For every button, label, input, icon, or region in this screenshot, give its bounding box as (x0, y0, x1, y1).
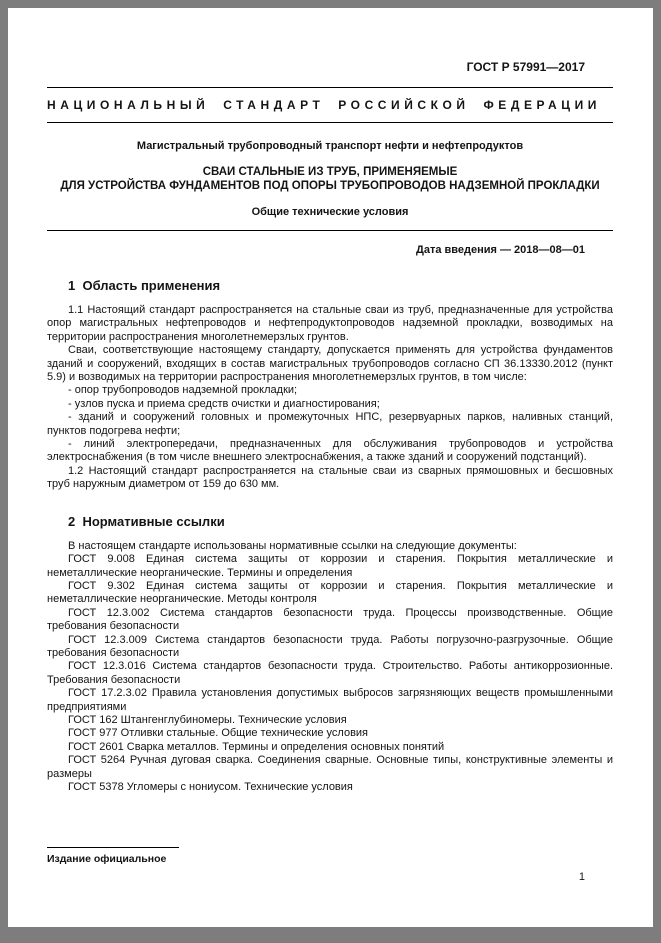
document-title-line-1: СВАИ СТАЛЬНЫЕ ИЗ ТРУБ, ПРИМЕНЯЕМЫЕ (202, 166, 458, 178)
header-divider-top (47, 87, 613, 88)
reference-gost-12-3-002: ГОСТ 12.3.002 Система стандартов безопасности труда. Процессы производственные. Общие требования безопасности (47, 606, 613, 633)
document-page (8, 8, 653, 927)
reference-gost-5378: ГОСТ 5378 Угломеры с нониусом. Технические условия (68, 781, 353, 793)
reference-gost-2601: ГОСТ 2601 Сварка металлов. Термины и определения основных понятий (68, 740, 445, 753)
reference-gost-12-3-016: ГОСТ 12.3.016 Система стандартов безопасности труда. Строительство. Работы антикоррозионные. Требования безопасности (47, 660, 613, 686)
reference-gost-977: ГОСТ 977 Отливки стальные. Общие технические условия (68, 727, 369, 740)
reference-gost-9-008: ГОСТ 9.008 Единая система защиты от коррозии и старения. Покрытия металлические и неметаллические неорганические. Термины и определения (47, 553, 613, 579)
document-title-line-2: ДЛЯ УСТРОЙСТВА ФУНДАМЕНТОВ ПОД ОПОРЫ ТРУБОПРОВОДОВ НАДЗЕМНОЙ ПРОКЛАДКИ (60, 180, 600, 192)
list-item-launch-nodes: - узлов пуска и приема средств очистки и диагностирования; (68, 397, 380, 410)
list-item-supports: - опор трубопроводов надземной прокладки; (68, 384, 298, 397)
footer-rule (47, 847, 179, 848)
reference-gost-5264: ГОСТ 5264 Ручная дуговая сварка. Соединения сварные. Основные типы, конструктивные элементы и размеры (47, 754, 613, 780)
document-body (47, 278, 613, 794)
reference-gost-162: ГОСТ 162 Штангенглубиномеры. Технические условия (68, 713, 347, 726)
paragraph-scope: Сваи, соответствующие настоящему стандарту, допускается применять для устройства фундаментов зданий и сооружений, входящих в состав магистральных трубопроводов согласно СП 36.13330.2012 (пункт 5.9) и возводимых на территории распространения многолетнемерзлых грунтов, в том числе: (47, 344, 613, 384)
header-divider-middle (47, 122, 613, 123)
reference-gost-12-3-009: ГОСТ 12.3.009 Система стандартов безопасности труда. Работы погрузочно-разгрузочные. Общие требования безопасности (47, 633, 613, 659)
section-2-heading: 2 Нормативные ссылки (68, 513, 225, 529)
document-subject: Магистральный трубопроводный транспорт нефти и нефтепродуктов (136, 140, 524, 152)
page-footer (47, 847, 613, 883)
header-divider-bottom (47, 230, 613, 231)
federation-standard-title: НАЦИОНАЛЬНЫЙ СТАНДАРТ РОССИЙСКОЙ ФЕДЕРАЦИИ (47, 98, 601, 112)
section-1-heading: 1 Область применения (68, 278, 221, 293)
paragraph-1-2: 1.2 Настоящий стандарт распространяется на стальные сваи из сварных прямошовных и бесшовных труб наружным диаметром от 159 до 630 мм. (47, 464, 613, 491)
reference-gost-9-302: ГОСТ 9.302 Единая система защиты от коррозии и старения. Покрытия металлические и неметаллические неорганические. Методы контроля (47, 579, 613, 606)
paragraph-1-1: 1.1 Настоящий стандарт распространяется на стальные сваи из труб, предназначенные для устройства опор магистральных нефтепроводов и нефтепродуктопроводов надземной прокладки, возводимых на территории распространения многолетнемерзлых грунтов. (47, 304, 613, 343)
reference-gost-17-2-3-02: ГОСТ 17.2.3.02 Правила установления допустимых выбросов загрязняющих веществ промышленными предприятиями (47, 687, 613, 713)
references-intro: В настоящем стандарте использованы нормативные ссылки на следующие документы: (68, 539, 517, 552)
list-item-power-lines: - линий электропередачи, предназначенных для обслуживания трубопроводов и устройства электроснабжения (в том числе внешнего электроснабжения, а также зданий и сооружений подстанций). (47, 438, 613, 464)
list-item-buildings: - зданий и сооружений головных и промежуточных НПС, резервуарных парков, наливных станций, пунктов подогрева нефти; (47, 411, 613, 437)
document-title (47, 165, 613, 193)
official-edition-label: Издание официальное (47, 853, 167, 865)
document-subtitle: Общие технические условия (251, 206, 409, 218)
doc-number: ГОСТ Р 57991—2017 (466, 60, 585, 74)
effective-date: Дата введения — 2018—08—01 (416, 244, 585, 256)
page-number: 1 (578, 871, 585, 883)
